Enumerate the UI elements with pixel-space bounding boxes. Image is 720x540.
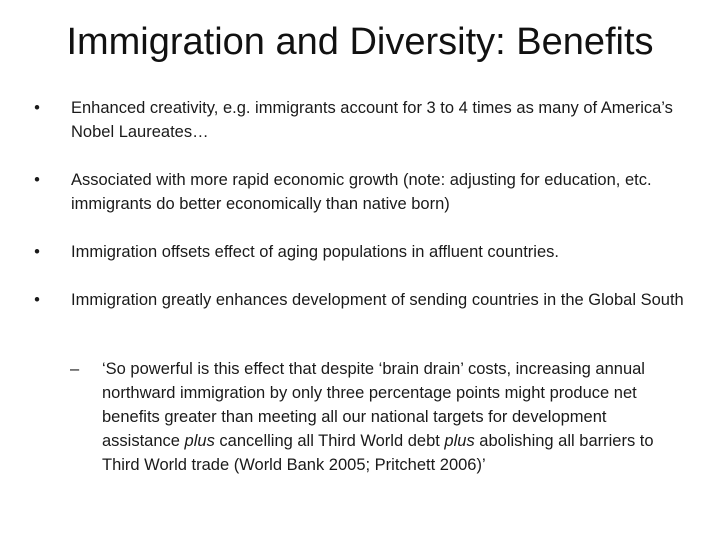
bullet-item [30, 288, 690, 312]
bullet-item [30, 168, 690, 216]
quote-part: ‘So powerful is this effect that despite ‘brain drain’ costs, increasing annual northward immigration by only three percentage points might produce net benefits greater than meeting all our national targets for development assistance [102, 360, 645, 450]
bullet-marker: • [34, 243, 40, 261]
quote-part: abolishing all barriers to Third World trade (World Bank 2005; Pritchett 2006)’ [102, 432, 654, 474]
bullet-text: Enhanced creativity, e.g. immigrants account for 3 to 4 times as many of America’s Nobel Laureates… [71, 99, 673, 141]
sub-bullet-marker: – [70, 360, 80, 378]
bullet-marker: • [34, 291, 40, 309]
bullet-item [30, 240, 690, 264]
quote-part: cancelling all Third World debt [214, 432, 445, 450]
slide-title: Immigration and Diversity: Benefits [66, 21, 654, 63]
bullet-marker: • [34, 171, 40, 189]
bullet-text: Immigration offsets effect of aging populations in affluent countries. [71, 243, 559, 261]
bullet-text: Immigration greatly enhances development of sending countries in the Global South [71, 291, 684, 309]
quote-text [102, 357, 680, 477]
bullet-item [30, 96, 690, 144]
bullet-marker: • [34, 99, 40, 117]
sub-bullet-quote [70, 357, 680, 477]
quote-emphasis: plus [444, 432, 475, 450]
bullet-text: Associated with more rapid economic growth (note: adjusting for education, etc. immigrants do better economically than native born) [71, 171, 652, 213]
bullet-list [30, 96, 690, 312]
quote-emphasis: plus [184, 432, 215, 450]
